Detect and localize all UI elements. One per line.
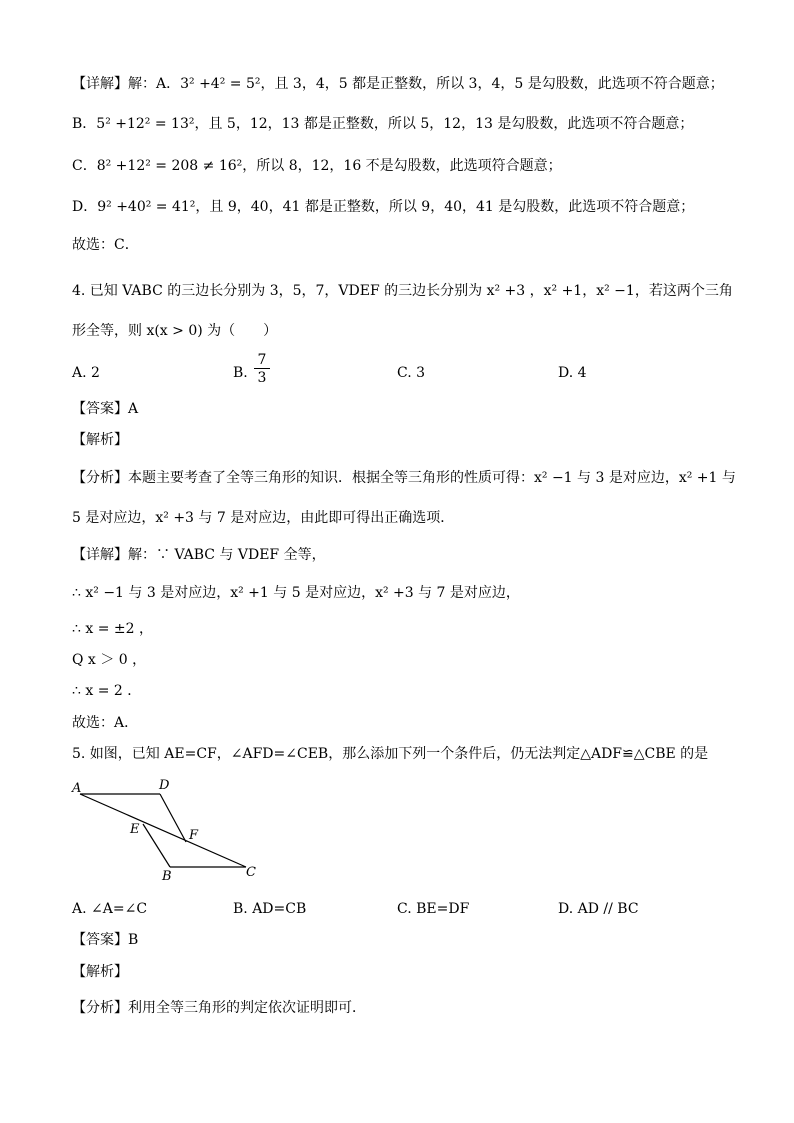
fraction-numerator: 7 [254,352,270,369]
q5-fenxi: 【分析】利用全等三角形的判定依次证明即可． [72,1000,366,1016]
q5-option-a: A. ∠A=∠C [72,901,148,917]
q4-stem-line2: 形全等，则 x(x > 0) 为（ ） [72,323,278,339]
q4-answer: 【答案】A [72,401,139,417]
q5-geometry-figure [68,774,268,886]
q4-analysis-heading: 【解析】 [72,432,128,448]
choice-line: 故选：C． [72,237,139,253]
q4-option-d: D. 4 [558,365,587,381]
label-C: C [246,865,256,880]
q4-detail-line2: ∴ x² −1 与 3 是对应边，x² +1 与 5 是对应边，x² +3 与 7 是对应边， [72,585,520,601]
q4-detail-line1: 【详解】解：∵ VABC 与 VDEF 全等， [72,547,326,563]
detail-line-a: 【详解】解：A．3² +4² = 5²，且 3，4，5 都是正整数，所以 3，4，5 是勾股数，此选项不符合题意； [72,76,724,92]
q4-fenxi-line1: 【分析】本题主要考查了全等三角形的知识．根据全等三角形的性质可得：x² −1 与 3 是对应边，x² +1 与 [72,470,736,486]
q4-detail-line5: ∴ x = 2 ． [72,683,142,699]
q4-detail-line3: ∴ x = ±2 ， [72,621,153,637]
q4-option-c: C. 3 [397,365,426,381]
label-F: F [189,828,199,843]
q5-option-c: C. BE=DF [397,901,470,917]
q5-option-b: B. AD=CB [233,901,307,917]
label-E: E [130,822,140,837]
detail-line-d: D．9² +40² = 41²，且 9，40，41 都是正整数，所以 9，40，41 是勾股数，此选项不符合题意； [72,199,695,215]
detail-line-b: B．5² +12² = 13²，且 5，12，13 都是正整数，所以 5，12，13 是勾股数，此选项不符合题意； [72,116,694,132]
q4-choice: 故选：A． [72,715,139,731]
segment-eb [143,824,170,867]
detail-line-c: C．8² +12² = 208 ≠ 16²，所以 8，12，16 不是勾股数，此选项符合题意； [72,158,562,174]
q4-fenxi-line2: 5 是对应边，x² +3 与 7 是对应边，由此即可得出正确选项． [72,510,455,526]
q4-option-a: A. 2 [72,365,100,381]
q4-option-b-fraction [254,352,270,387]
fraction-denominator: 3 [257,370,267,386]
q5-stem: 5. 如图，已知 AE=CF，∠AFD=∠CEB，那么添加下列一个条件后，仍无法判定△ADF≌△CBE 的是 [72,746,709,762]
q4-stem-line1: 4. 已知 VABC 的三边长分别为 3，5，7，VDEF 的三边长分别为 x² +3 ，x² +1，x² −1，若这两个三角 [72,283,733,299]
q5-answer: 【答案】B [72,932,139,948]
label-A: A [72,781,82,796]
label-B: B [162,869,172,884]
q4-detail-line4: Q x ＞ 0 ， [72,652,147,668]
q5-option-d: D. AD // BC [558,901,639,917]
q5-analysis-heading: 【解析】 [72,964,128,980]
q4-option-b-label: B. [233,365,248,381]
label-D: D [159,778,170,793]
